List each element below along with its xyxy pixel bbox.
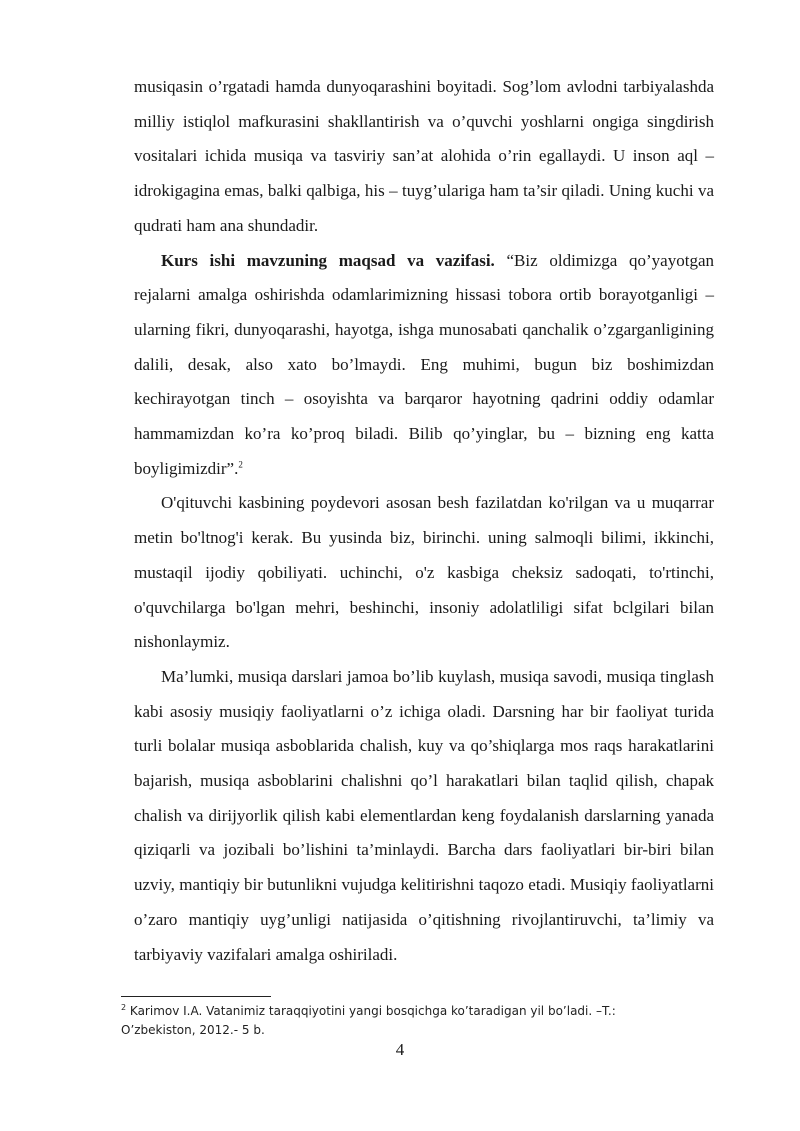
paragraph-text: O'qituvchi kasbining poydevori asosan besh fazilatdan ko'rilgan va u muqarrar metin bo'ltnog'i kerak. Bu yusinda biz, birinchi. uning salmoqli bilimi, ikkinchi, mustaqil ijodiy qobiliyati. uchinchi, o'z kasbiga cheksiz sadoqati, to'rtinchi, o'quvchilarga bo'lgan mehri, beshinchi, insoniy adolatliligi sifat bclgilari bilan nishonlaymiz. [134,493,714,652]
paragraph-3 [134,486,714,660]
footnote-text: Karimov I.A. Vatanimiz taraqqiyotini yangi bosqichga ko’taradigan yil bo’ladi. –T.: O’zbekiston, 2012.- 5 b. [121,1004,616,1037]
footnote-marker: 2 [121,1003,127,1012]
footnote-reference[interactable]: 2 [238,459,243,470]
footnote [121,1002,681,1040]
footnote-separator [121,996,271,997]
quote-text: “Biz oldimizga qo’yayotgan rejalarni amalga oshirishda odamlarimizning hissasi tobora ortib borayotganligi – ularning fikri, dunyoqarashi, hayotga, ishga munosabati qanchalik o’zgarganligining dalili, desak, also xato bo’lmaydi. Eng muhimi, bugun biz boshimizdan kechirayotgan tinch – osoyishta va barqaror hayotning qadrini oddiy odamlar hammamizdan ko’ra ko’proq biladi. Bilib qo’yinglar, bu – bizning eng katta boyligimizdir”. [134,250,714,478]
body-text [134,70,714,972]
paragraph-4 [134,660,714,972]
paragraph-1 [134,70,714,244]
paragraph-text: Ma’lumki, musiqa darslari jamoa bo’lib kuylash, musiqa savodi, musiqa tinglash kabi asosiy musiqiy faoliyatlarni o’z ichiga oladi. Darsning har bir faoliyat turida turli bolalar musiqa asboblarida chalish, kuy va qo’shiqlarga mos raqs harakatlarini bajarish, musiqa asboblarini chalishni qo’l harakatlari bilan taqlid qilish, chapak chalish va dirijyorlik qilish kabi elementlardan keng foydalanish darslarning yanada qiziqarli va jozibali bo’lishini ta’minlaydi. Barcha dars faoliyatlari bir-biri bilan uzviy, mantiqiy bir butunlikni vujudga kelitirishni taqozo etadi. Musiqiy faoliyatlarni o’zaro mantiqiy uyg’unligi natijasida o’qitishning rivojlantiruvchi, ta’limiy va tarbiyaviy vazifalari amalga oshiriladi. [134,666,714,964]
paragraph-2 [134,244,714,487]
page-number: 4 [395,1040,405,1059]
section-heading: Kurs ishi mavzuning maqsad va vazifasi. [161,250,495,270]
paragraph-text: musiqasin o’rgatadi hamda dunyoqarashini boyitadi. Sog’lom avlodni tarbiyalashda milliy istiqlol mafkurasini shakllantirish va o’quvchi yoshlarni ongiga singdirish vositalari ichida musiqa va tasviriy san’at alohida o’rin egallaydi. U inson aql – idrokigagina emas, balki qalbiga, his – tuyg’ulariga ham ta’sir qiladi. Uning kuchi va qudrati ham ana shundadir. [134,77,714,235]
